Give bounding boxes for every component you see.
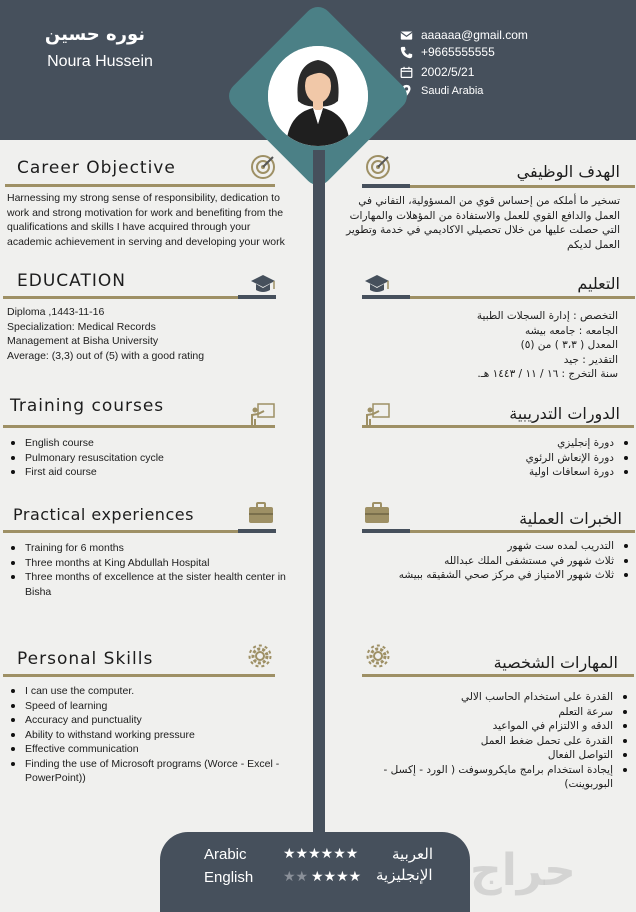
skills-list-ar [333,690,631,792]
list-item: دورة الإنعاش الرئوي [420,451,632,466]
section-title-skills-ar: المهارات الشخصية [493,653,618,672]
section-rule [362,425,634,428]
section-rule-dark [238,529,276,533]
education-line-ar: التقدير : جيد [563,353,618,366]
section-title-training-ar: الدورات التدريبية [509,404,620,423]
target-icon [250,154,276,180]
section-title-training-en: Training courses [10,396,165,416]
gear-icon [247,643,273,669]
date-text: 2002/5/21 [421,65,475,79]
list-item: ثلاث شهور في مستشفى الملك عبدالله [376,554,632,569]
presentation-icon [250,401,276,427]
graduation-cap-icon [364,271,390,297]
section-rule [410,530,635,533]
section-rule [3,674,275,677]
location-text: Saudi Arabia [421,84,484,97]
calendar-icon [400,66,413,79]
briefcase-icon [248,500,274,526]
rating-stars-arabic: ★★★★★★ [283,846,359,862]
education-line-ar: سنة التخرج : ١٦ / ١١ / ١٤٤٣ هـ. [477,368,618,380]
section-title-education-en: EDUCATION [17,271,126,291]
list-item: إيجادة استخدام برامج مايكروسوفت ( الورد - إكسل - البوربوينت) [333,763,631,792]
list-item: Ability to withstand working pressure [7,728,307,743]
education-lines-en [7,305,297,363]
language-arabic-en: Arabic [204,846,247,863]
education-line-ar: التخصص : إدارة السجلات الطبية [476,310,618,322]
language-arabic-ar: العربية [392,846,433,863]
education-lines-ar [400,309,618,382]
section-rule [5,184,275,187]
section-rule [362,674,634,677]
education-line-en: Specialization: Medical Records [7,320,156,333]
list-item: Speed of learning [7,699,307,714]
woman-avatar-icon [268,46,368,146]
envelope-icon [400,29,413,42]
watermark: حراج [470,845,576,896]
list-item: دورة اسعافات اولية [420,465,632,480]
presentation-icon [365,401,391,427]
section-title-experience-ar: الخبرات العملية [519,509,622,528]
section-rule [3,425,275,428]
section-rule [3,530,238,533]
list-item: Finding the use of Microsoft programs (Worce - Excel - PowerPoint)) [7,757,307,786]
experience-list-ar [376,539,632,583]
education-line-en: Management at Bisha University [7,335,159,347]
section-rule-dark [238,295,276,299]
contact-date [400,65,474,79]
email-text: aaaaaa@gmail.com [421,28,528,42]
section-rule [410,185,635,188]
education-line-en: Diploma ,1443-11-16 [7,306,105,318]
list-item: Accuracy and punctuality [7,713,307,728]
list-item: Training for 6 months [7,541,297,556]
list-item: ثلاث شهور الامتياز في مركز صحي الشقيقه ببيشه [376,568,632,583]
center-divider [313,150,325,900]
section-rule [410,296,635,299]
section-title-education-ar: التعليم [577,274,620,293]
name-english: Noura Hussein [47,53,153,70]
education-line-ar: المعدل ( ٣،٣ ) من (٥) [520,339,618,351]
list-item: الدقه و الالتزام في المواعيد [333,719,631,734]
contact-phone[interactable] [400,45,495,59]
phone-icon [400,46,413,59]
section-title-career-en: Career Objective [17,158,176,178]
list-item: Pulmonary resuscitation cycle [7,451,297,466]
gear-icon [365,643,391,669]
language-english-en: English [204,869,254,886]
education-line-ar: الجامعه : جامعه بيشه [524,324,618,337]
list-item: Effective communication [7,742,307,757]
target-icon [365,154,391,180]
list-item: I can use the computer. [7,684,307,699]
list-item: First aid course [7,465,297,480]
briefcase-icon [364,500,390,526]
list-item: Three months at King Abdullah Hospital [7,556,297,571]
list-item: القدرة على تحمل ضغط العمل [333,734,631,749]
section-title-career-ar: الهدف الوظيفي [516,162,620,181]
experience-list-en [7,541,297,599]
education-line-en: Average: (3,3) out of (5) with a good rating [7,349,205,362]
training-list-ar [420,436,632,480]
section-rule-dark [362,295,410,299]
rating-stars-english-dim: ★★ [283,869,309,885]
avatar [268,46,368,146]
language-english-ar: الإنجليزية [376,867,433,884]
section-rule-dark [362,184,410,188]
section-rule-dark [362,529,410,533]
rating-stars-english: ★★★★ [311,869,362,885]
list-item: التدريب لمده ست شهور [376,539,632,554]
list-item: English course [7,436,297,451]
section-rule [3,296,238,299]
section-title-experience-en: Practical experiences [13,505,194,524]
list-item: دورة إنجليزي [420,436,632,451]
career-text-en: Harnessing my strong sense of responsibility, dedication to work and strong motivation for work and benefiting from the qualifications and skills I have acquired through your academic achievement in serving and developing your work [7,192,285,248]
career-text-ar: تسخير ما أملكه من إحساس قوي من المسؤولية، التفاني في العمل والدافع القوي للعمل والاستفادة من المؤهلات والمهارات التي حصلت عليها من خلال تحصيلي الاكاديمي في خدمة وتطوير العمل لديكم [346,195,620,251]
phone-text: +9665555555 [421,45,495,59]
skills-list-en [7,684,307,786]
list-item: القدرة على استخدام الحاسب الالي [333,690,631,705]
section-title-skills-en: Personal Skills [17,649,154,669]
training-list-en [7,436,297,480]
graduation-cap-icon [250,271,276,297]
list-item: سرعة التعلم [333,705,631,720]
name-arabic: نوره حسين [44,24,146,45]
contact-location [400,84,483,97]
contact-email[interactable] [400,28,528,42]
list-item: Three months of excellence at the sister health center in Bisha [7,570,297,599]
list-item: التواصل الفعال [333,748,631,763]
